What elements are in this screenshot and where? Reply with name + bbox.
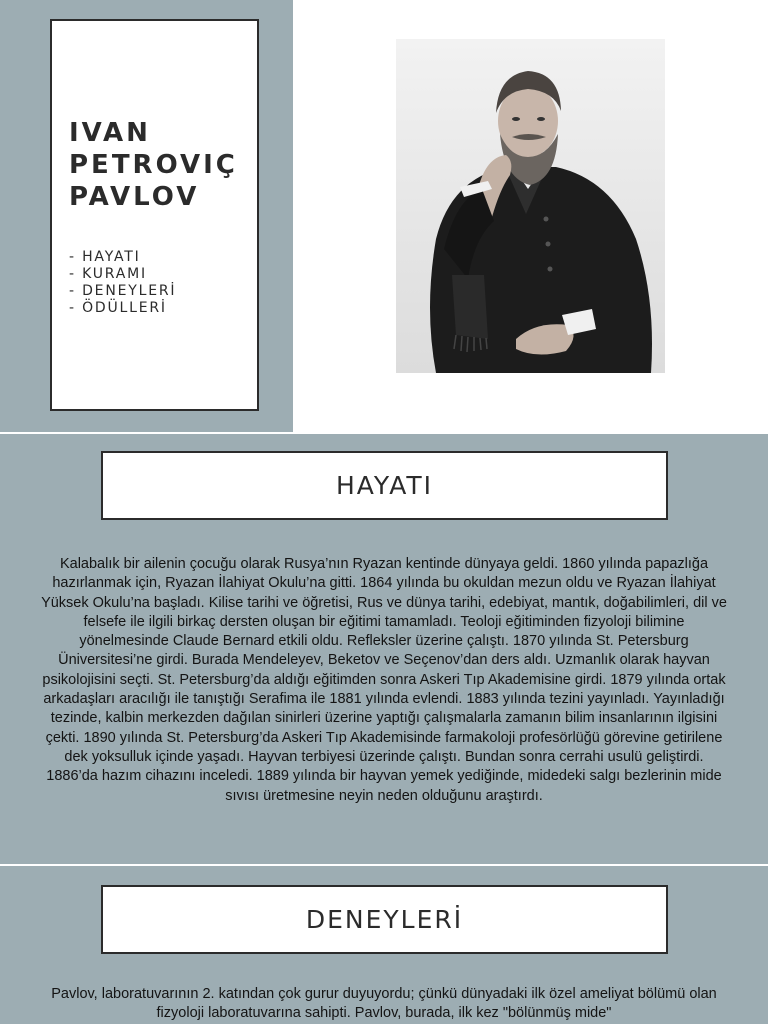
topic-list [69, 249, 176, 317]
hayati-heading-box [101, 451, 668, 520]
cover-slide [0, 0, 768, 432]
title-card [50, 19, 259, 411]
deneyleri-slide [0, 866, 768, 1024]
portrait-photo-icon [396, 39, 665, 373]
topic-item-odulleri: - ÖDÜLLERİ [69, 300, 167, 316]
deneyleri-heading-box [101, 885, 668, 954]
title-line-3: PAVLOV [69, 182, 200, 212]
main-title [69, 117, 238, 213]
topic-item-kurami: - KURAMI [69, 266, 147, 282]
hayati-slide [0, 434, 768, 864]
hayati-paragraph: Kalabalık bir ailenin çocuğu olarak Rusya’nın Ryazan kentinde dünyaya geldi. 1860 yılında papazlığa hazırlanmak için, Ryazan İlahiyat Okulu’na gitti. 1864 yılında bu okuldan mezun oldu ve Ryazan İlahiyat Yüksek Okulu’na başladı. Kilise tarihi ve öğretisi, Rus ve dünya tarihi, edebiyat, mantık, doğabilimleri, dil ve felsefe ile ilgili birkaç dersten oluşan bir eğitimi tamamladı. Teoloji eğitiminden fizyoloji bilimine yönelmesinde Claude Bernard etkili oldu. Refleksler üzerine çalıştı. 1870 yılında St. Petersburg Üniversitesi’ne girdi. Burada Mendeleyev, Beketov ve Seçenov’dan ders aldı. Uzmanlık olarak hayvan psikolojisini seçti. St. Petersburg’da aldığı eğitimden sonra Askeri Tıp Akademisine girdi. 1879 yılında ortak arkadaşları aracılığı ile tanıştığı Serafima ile 1881 yılında evlendi. 1883 yılında tezini yayınladı. Yayınladığı tezinde, kalbin merkezden dağılan sinirleri üzerine yaptığı çalışmalarla zamanın bilim insanlarının ilgisini çekti. 1890 yılında St. Petersburg’da Askeri Tıp Akademisinde farmakoloji profesörlüğü görevine getirilene dek yoksulluk içinde yaşadı. Hayvan terbiyesi üzerinde çalıştı. Bundan sonra cerrahi usulü geliştirdi. 1886’da hazım cihazını inceledi. 1889 yılında bir hayvan yemek yediğinde, midedeki salgı bezlerinin mide sıvısı üretmesine neyin neden olduğunu araştırdı. [41, 556, 727, 804]
hayati-heading: HAYATI [335, 471, 434, 500]
deneyleri-paragraph: Pavlov, laboratuvarının 2. katından çok gurur duyuyordu; çünkü dünyadaki ilk özel ameliyat bölümü olan fizyoloji laboratuvarına sahipti. Pavlov, burada, ilk kez "bölünmüş mide" [51, 986, 717, 1022]
deneyleri-heading: DENEYLERİ [305, 905, 464, 934]
topic-item-hayati: - HAYATI [69, 249, 141, 265]
topic-item-deneyleri: - DENEYLERİ [69, 283, 177, 299]
portrait-photo [396, 39, 665, 373]
title-line-1: IVAN [69, 118, 151, 148]
title-line-2: PETROVIÇ [69, 150, 238, 180]
